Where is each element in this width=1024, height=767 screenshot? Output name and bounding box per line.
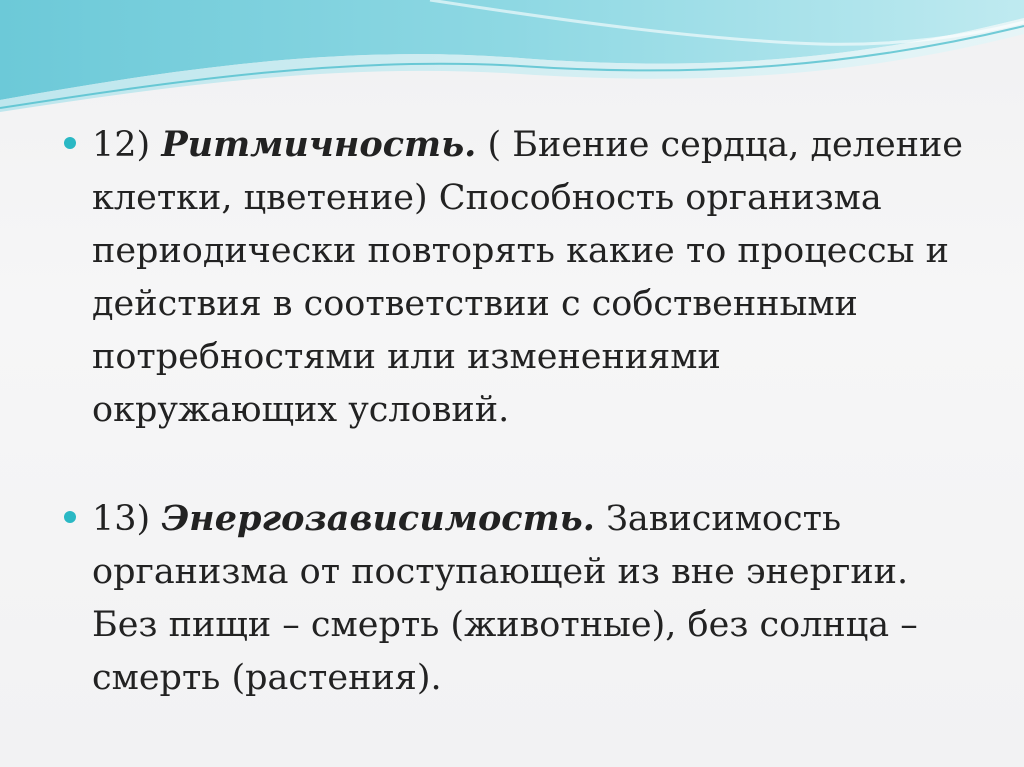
bullet-item-rhythmicity [62,118,972,437]
bullet-number: 12) [92,125,151,165]
bullet-term: Ритмичность. [161,124,477,165]
bullet-number: 13) [92,499,151,539]
bullet-dot-icon [64,511,76,523]
bullet-text: Зависимость организма от поступающей из вне энергии. Без пищи – смерть (животные), без солнца – смерть (растения). [92,499,918,698]
bullet-term: Энергозависимость. [161,498,595,539]
bullet-item-energy-dependence [62,492,972,705]
bullet-dot-icon [64,137,76,149]
bullet-text: ( Биение сердца, деление клетки, цветение) Способность организма периодически повторять какие то процессы и действия в соответствии с собственными потребностями или изменениями окружающих условий. [92,125,964,430]
header-wave-decoration [0,0,1024,120]
slide-content [62,118,972,705]
